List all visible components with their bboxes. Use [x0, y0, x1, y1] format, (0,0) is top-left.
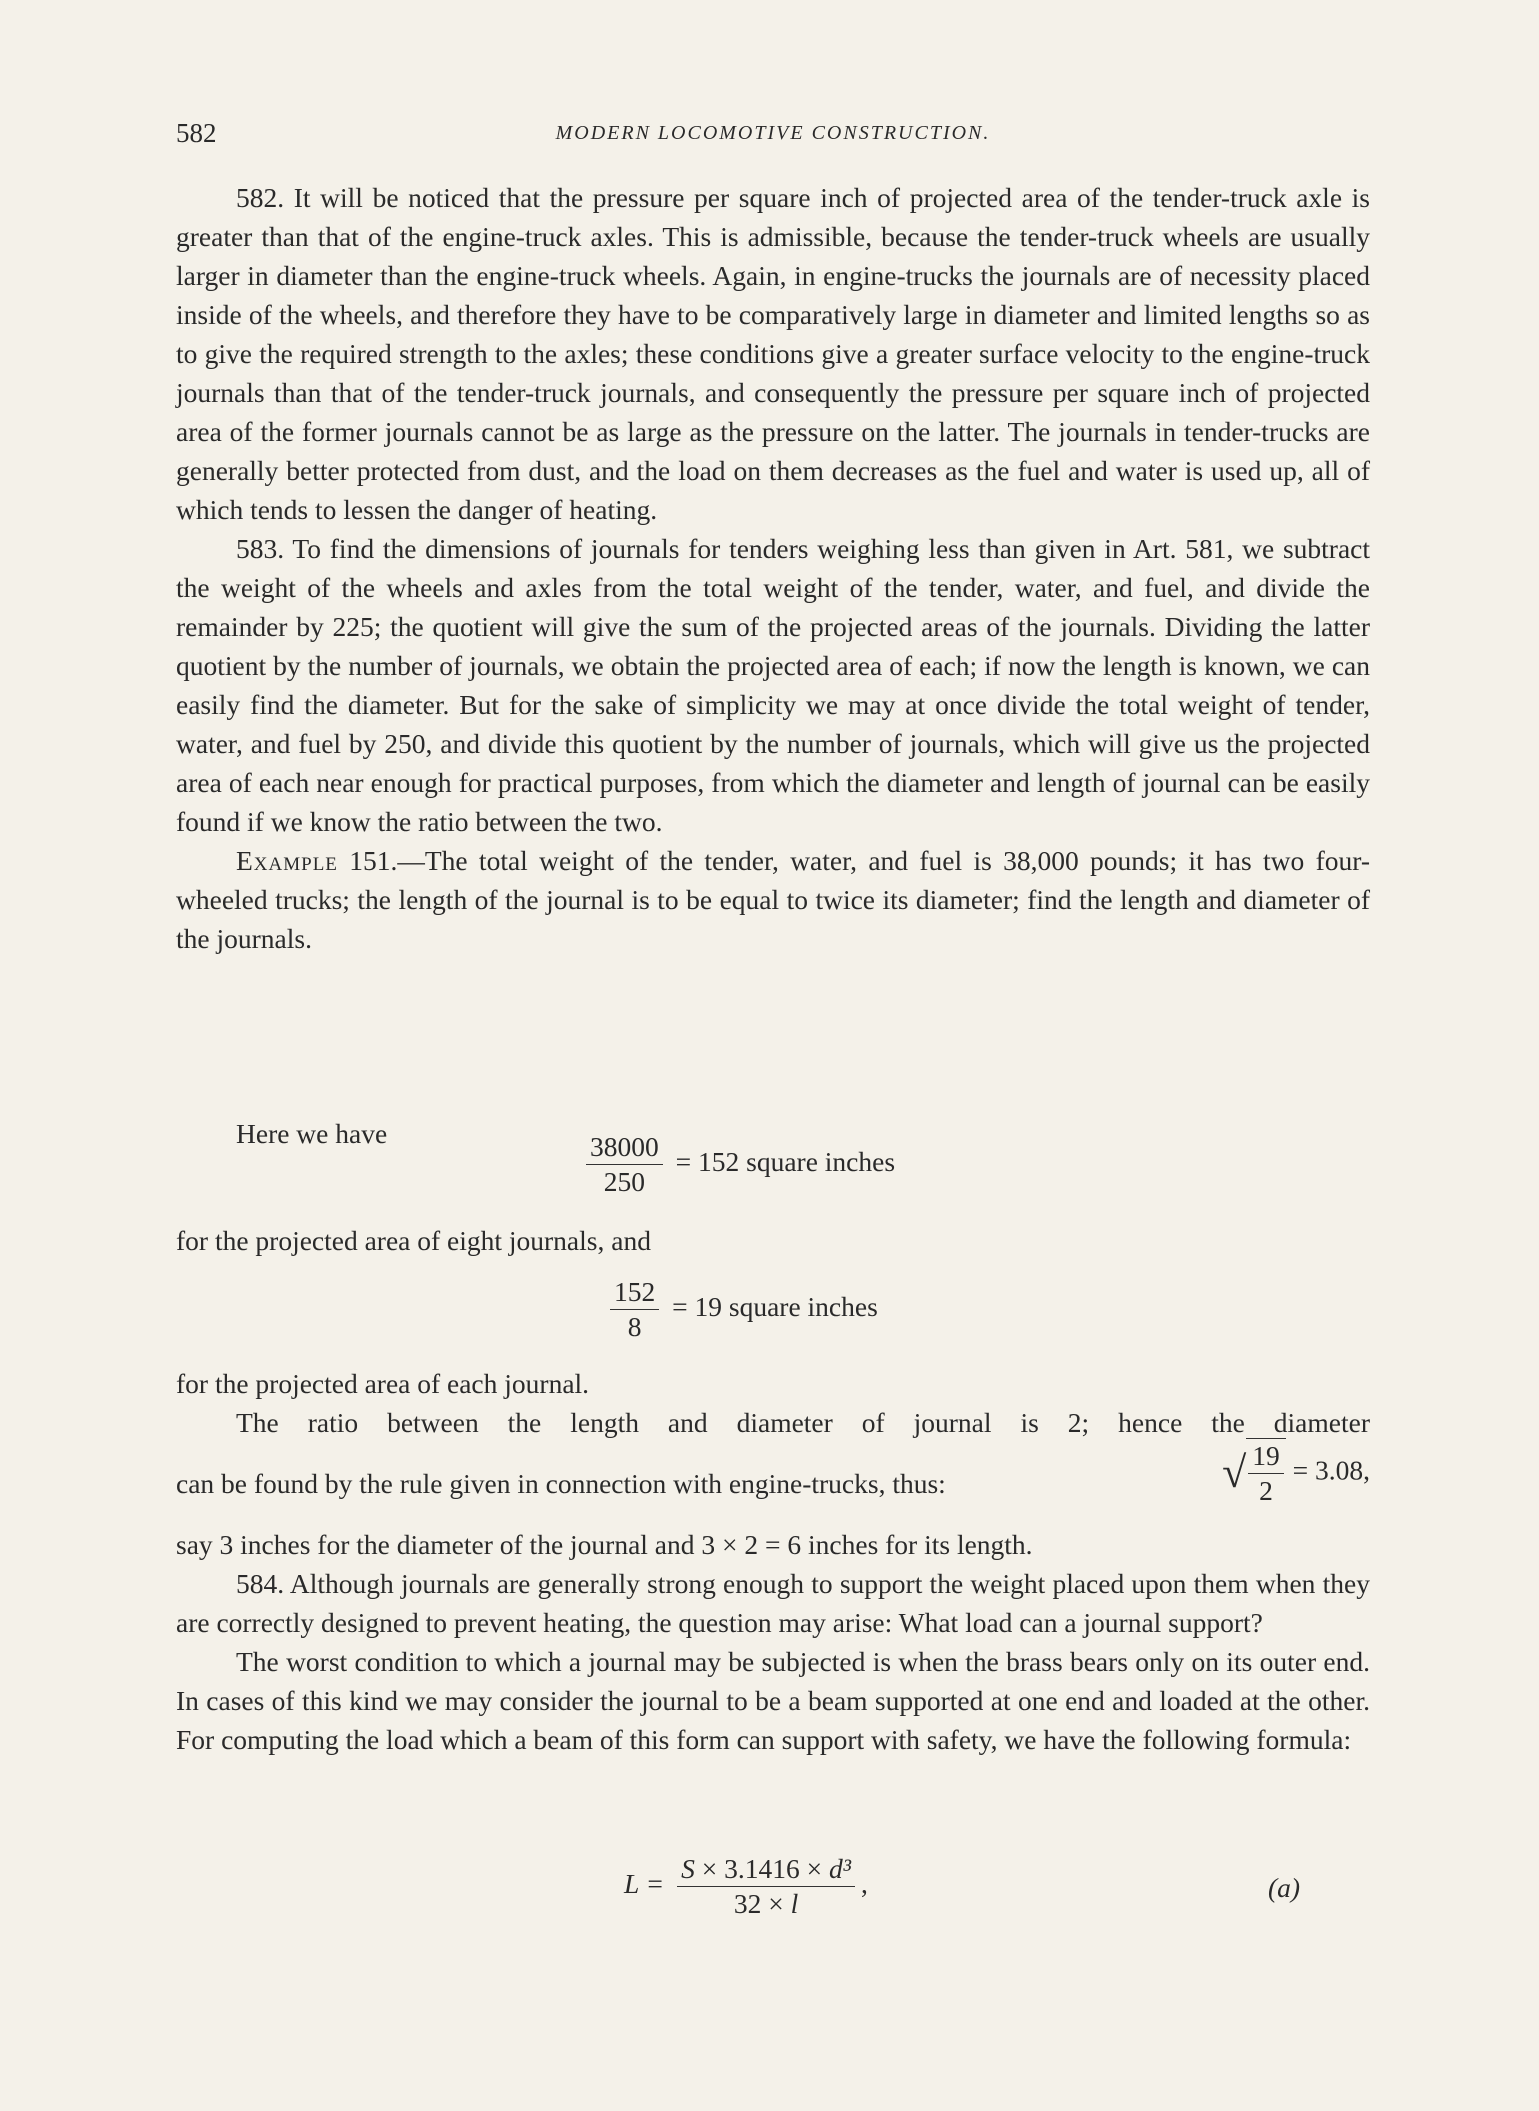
example-151: [176, 841, 1370, 958]
square-root-expression: [1222, 1438, 1370, 1508]
sqrt-result: = 3.08,: [1292, 1454, 1370, 1486]
formula-a: [624, 1852, 868, 1921]
body-text-block-3: [176, 1525, 1370, 1759]
worst-condition-paragraph: The worst condition to which a journal may be subjected is when the brass bears only on its outer end. In cases of this kind we may consider the journal to be a beam supported at one end and loaded at the other. For computing the load which a beam of this form can support with safety, we have the following formula:: [176, 1646, 1370, 1755]
fraction-1-numerator: 38000: [586, 1130, 663, 1165]
formula-lhs: L =: [624, 1867, 665, 1899]
formula-denominator: 32 × l: [733, 1888, 799, 1919]
say-line: say 3 inches for the diameter of the journal and 3 × 2 = 6 inches for its length.: [176, 1529, 1033, 1560]
formula-numerator: S × 3.1416 × d³: [677, 1852, 855, 1887]
fraction-3: [1248, 1439, 1284, 1508]
rule-text: can be found by the rule given in connection with engine-trucks, thus:: [176, 1468, 946, 1499]
page-number: 582: [176, 118, 217, 148]
fraction-2-numerator: 152: [610, 1275, 659, 1310]
fraction-3-denominator: 2: [1259, 1475, 1273, 1506]
body-text-block-2: [176, 1364, 1370, 1442]
fraction-2-denominator: 8: [627, 1311, 642, 1342]
body-text-block-1: [176, 178, 1370, 958]
formula-comma: ,: [861, 1867, 868, 1899]
formula-tag: (a): [1268, 1872, 1301, 1903]
for-each-journal: for the projected area of each journal.: [176, 1368, 590, 1399]
fraction-3-numerator: 19: [1248, 1439, 1284, 1474]
example-text: 151.—The total weight of the tender, water, and fuel is 38,000 pounds; it has two four-wheeled trucks; the length of the journal is to be equal to twice its diameter; find the length and diameter of the journals.: [176, 845, 1370, 954]
equation-2-result: = 19 square inches: [672, 1290, 878, 1322]
paragraph-583: 583. To find the dimensions of journals for tenders weighing less than given in Art. 581, we subtract the weight of the wheels and axles from the total weight of the tender, water, and fuel, and divide the remainder by 225; the quotient will give the sum of the projected areas of the journals. Dividing the latter quotient by the number of journals, we obtain the projected area of each; if now the length is known, we can easily find the diameter. But for the sake of simplicity we may at once divide the total weight of tender, water, and fuel by 250, and divide this quotient by the number of journals, which will give us the projected area of each near enough for practical purposes, from which the diameter and length of journal can be easily found if we know the ratio between the two.: [176, 533, 1370, 837]
paragraph-582: 582. It will be noticed that the pressure per square inch of projected area of the tender-truck axle is greater than that of the engine-truck axles. This is admissible, because the tender-truck wheels are usually larger in diameter than the engine-truck wheels. Again, in engine-trucks the journals are of necessity placed inside of the wheels, and therefore they have to be comparatively large in diameter and limited lengths so as to give the required strength to the axles; these conditions give a greater surface velocity to the engine-truck journals than that of the tender-truck journals, and consequently the pressure per square inch of projected area of the former journals cannot be as large as the pressure on the latter. The journals in tender-trucks are generally better protected from dust, and the load on them decreases as the fuel and water is used up, all of which tends to lessen the danger of heating.: [176, 182, 1370, 525]
here-we-have: Here we have: [236, 1118, 388, 1149]
running-title: MODERN LOCOMOTIVE CONSTRUCTION.: [555, 122, 991, 144]
radical-sign-icon: √: [1222, 1448, 1247, 1497]
ratio-line: The ratio between the length and diameter of journal is 2; hence the diameter: [236, 1407, 1370, 1438]
equation-2: [604, 1275, 878, 1344]
paragraph-584: 584. Although journals are generally strong enough to support the weight placed upon them when they are correctly designed to prevent heating, the question may arise: What load can a journal support?: [176, 1568, 1370, 1638]
fraction-1-denominator: 250: [603, 1166, 645, 1197]
rule-line: [176, 1440, 1370, 1506]
fraction-1: [586, 1130, 663, 1199]
equation-1-result: = 152 square inches: [675, 1145, 896, 1177]
fraction-2: [610, 1275, 659, 1344]
equation-1: [580, 1130, 895, 1199]
formula-fraction: [677, 1852, 855, 1921]
page-header: [176, 118, 1370, 158]
example-label: Example: [236, 845, 338, 876]
for-eight-journals: for the projected area of eight journals, and: [176, 1225, 651, 1256]
